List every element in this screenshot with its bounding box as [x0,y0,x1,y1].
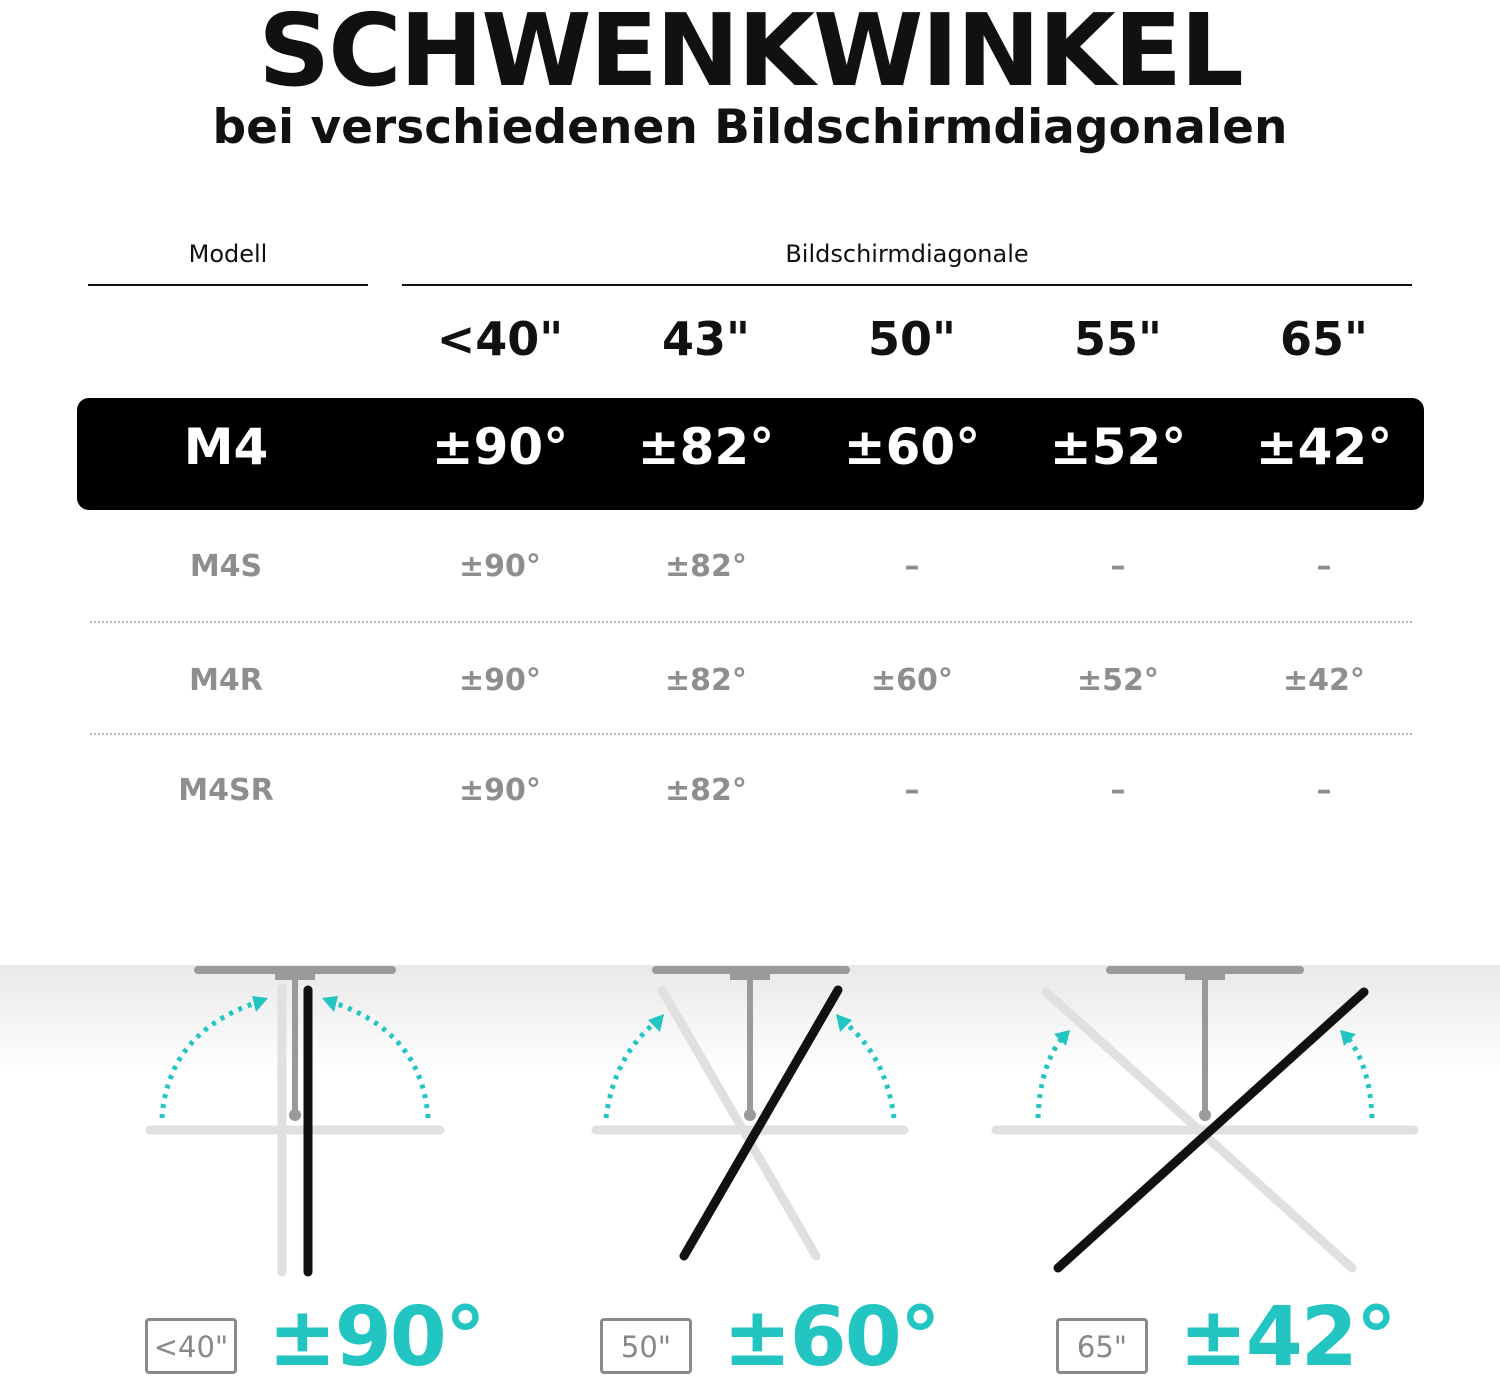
diagonal-header: Bildschirmdiagonale [785,240,1029,268]
page-title: SCHWENKWINKEL [258,0,1242,109]
diagram-size-label: 50" [600,1318,692,1374]
table-cell: ±90° [459,549,541,584]
diagonal-header-rule [402,284,1412,286]
table-cell: – [1110,549,1126,584]
diagram-size-label: 65" [1056,1318,1148,1374]
table-cell: – [1110,773,1126,808]
size-header: 50" [868,312,956,366]
table-cell: ±52° [1077,663,1159,698]
row-divider [90,733,1412,735]
row-model-m4s: M4S [189,549,263,584]
swivel-diagram-42-icon [990,960,1420,1290]
table-cell: ±90° [431,418,569,476]
swivel-diagram-60-icon [590,960,910,1290]
model-header: Modell [188,240,268,268]
table-cell: ±60° [843,418,981,476]
size-header: 65" [1280,312,1368,366]
page-subtitle: bei verschiedenen Bildschirmdiagonalen [212,100,1288,155]
diagram-angle-label: ±60° [723,1290,939,1385]
table-cell: ±82° [665,773,747,808]
table-cell: – [1316,773,1332,808]
table-cell: ±82° [665,549,747,584]
table-cell: – [904,549,920,584]
row-model-m4sr: M4SR [178,773,274,808]
table-cell: ±42° [1283,663,1365,698]
table-cell: ±82° [637,418,775,476]
table-cell: ±42° [1255,418,1393,476]
table-cell: ±82° [665,663,747,698]
size-header: 43" [662,312,750,366]
table-cell: ±52° [1049,418,1187,476]
table-cell: ±90° [459,663,541,698]
diagram-size-label: <40" [145,1318,237,1374]
row-model-m4: M4 [183,418,269,476]
diagram-angle-label: ±90° [268,1290,484,1385]
table-cell: ±60° [871,663,953,698]
table-cell: ±90° [459,773,541,808]
model-header-rule [88,284,368,286]
diagram-angle-label: ±42° [1179,1290,1395,1385]
swivel-diagram-90-icon [140,960,450,1290]
table-cell: – [1316,549,1332,584]
size-header: <40" [436,312,564,366]
size-header: 55" [1074,312,1162,366]
row-divider [90,621,1412,623]
table-cell: – [904,773,920,808]
row-model-m4r: M4R [189,663,263,698]
